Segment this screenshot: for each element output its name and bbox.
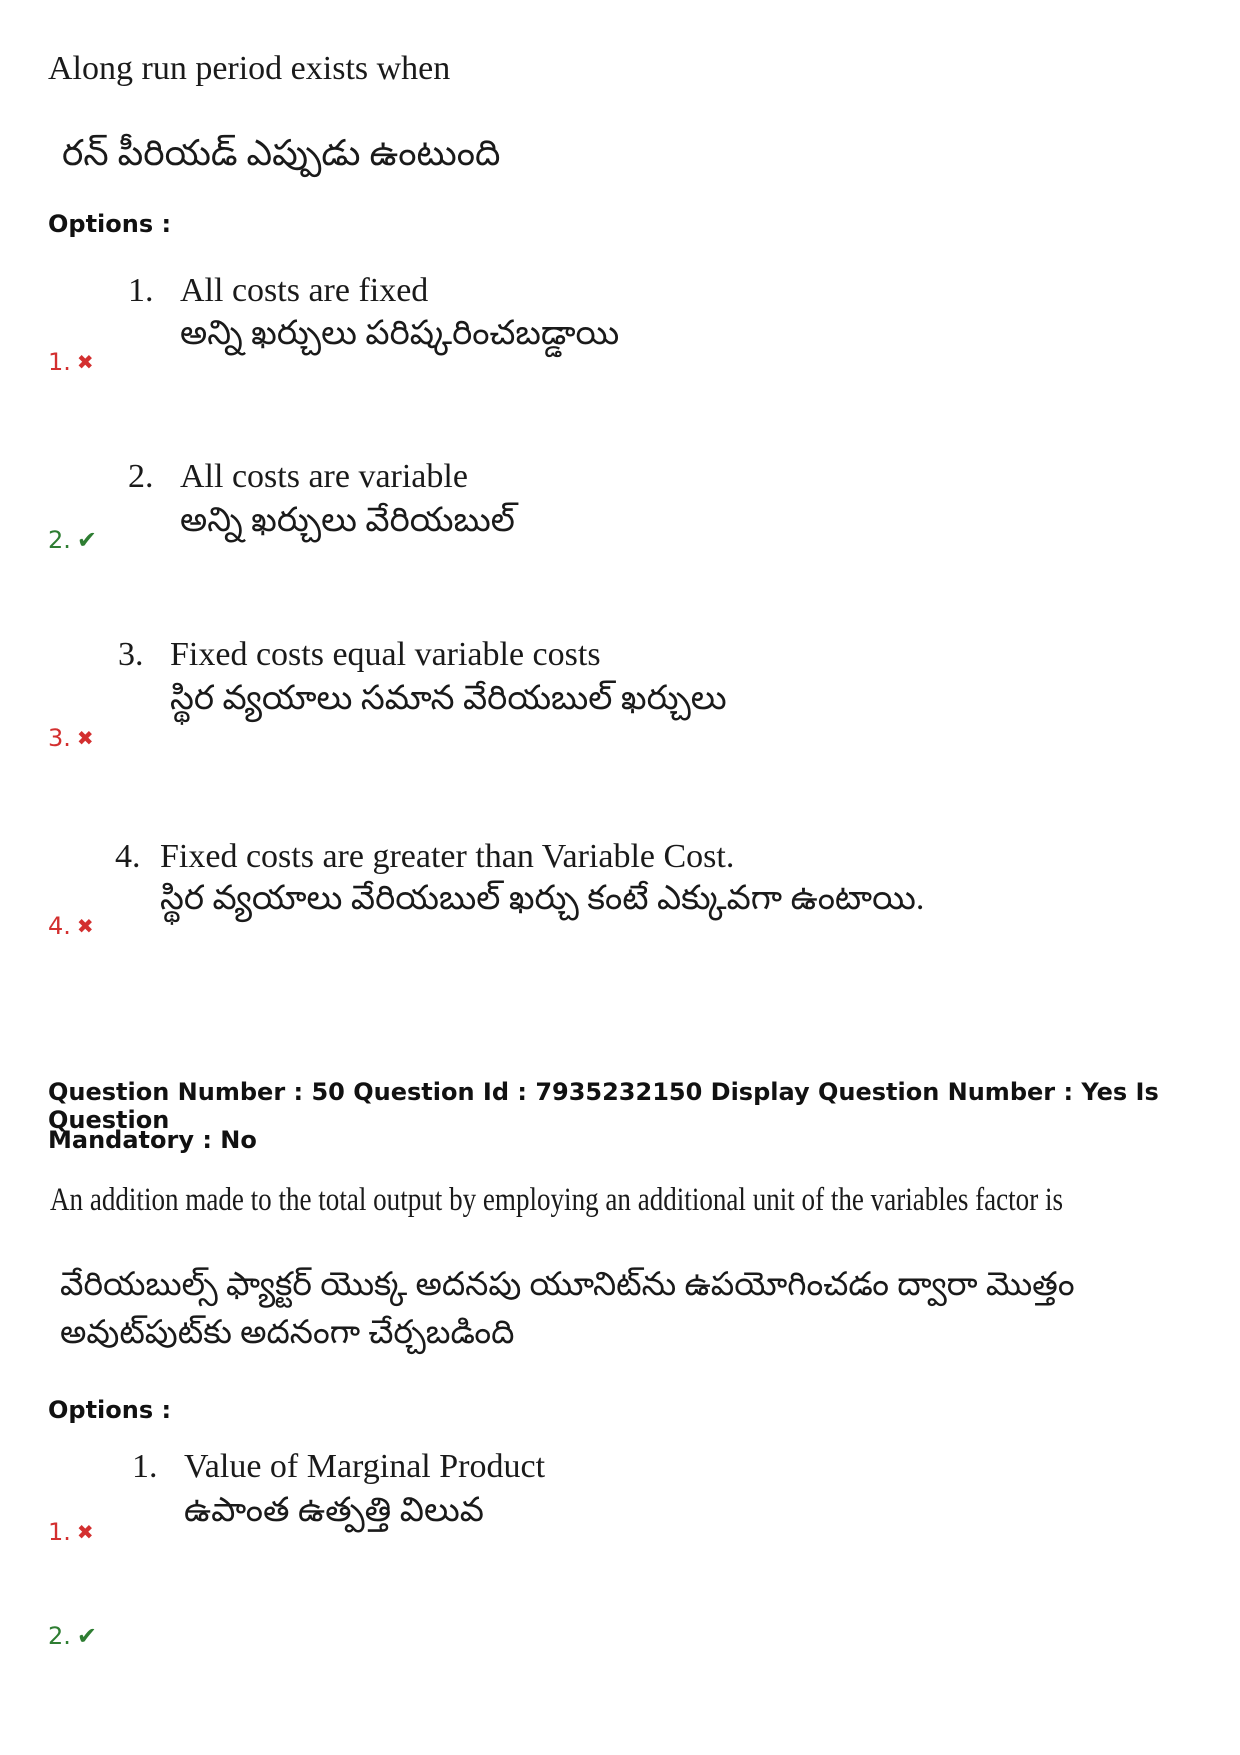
question-stem-telugu-line-2: అవుట్‌పుట్‌కు అదనంగా చేర్చబడింది [60, 1315, 515, 1351]
check-icon: ✔ [76, 526, 98, 554]
question-stem-telugu-line-1: వేరియబుల్స్ ఫ్యాక్టర్ యొక్క అదనపు యూనిట్‌ను ఉపయోగించడం ద్వారా మొత్తం [60, 1267, 1075, 1303]
option-text-english: Value of Marginal Product [184, 1448, 546, 1485]
option-index: 2. [48, 1622, 71, 1650]
option-text-telugu: స్థిర వ్యయాలు వేరియబుల్ ఖర్చు కంటే ఎక్కువగా ఉంటాయి. [160, 880, 925, 917]
option-text-english: Fixed costs equal variable costs [170, 636, 601, 673]
option-status-2 [48, 1622, 97, 1650]
option-index: 2. [48, 526, 71, 554]
cross-icon: ✖ [76, 914, 94, 938]
question-meta-line-1: Question Number : 50 Question Id : 7935232150 Display Question Number : Yes Is Question [48, 1078, 1159, 1134]
option-status-1 [48, 348, 94, 376]
option-number: 3. [118, 636, 144, 673]
option-text-english: All costs are fixed [180, 272, 429, 309]
cross-icon: ✖ [76, 350, 94, 374]
check-icon: ✔ [76, 1622, 98, 1650]
option-number: 2. [128, 458, 154, 495]
option-text-english: Fixed costs are greater than Variable Cost. [160, 838, 735, 875]
cross-icon: ✖ [76, 1520, 94, 1544]
option-index: 3. [48, 724, 71, 752]
option-text-telugu: ఉపాంత ఉత్పత్తి విలువ [184, 1492, 484, 1529]
option-status-2 [48, 526, 97, 554]
option-index: 1. [48, 1518, 71, 1546]
option-text-telugu: అన్ని ఖర్చులు వేరియబుల్ [180, 502, 515, 539]
option-index: 1. [48, 348, 71, 376]
option-number: 1. [132, 1448, 158, 1485]
option-status-1 [48, 1518, 94, 1546]
options-heading: Options : [48, 1396, 172, 1424]
cross-icon: ✖ [76, 726, 94, 750]
question-stem-telugu: రన్ పీరియడ్ ఎప్పుడు ఉంటుంది [62, 133, 501, 173]
question-meta-line-2: Mandatory : No [48, 1126, 257, 1154]
option-number: 1. [128, 272, 154, 309]
option-index: 4. [48, 912, 71, 940]
question-stem-english: Along run period exists when [48, 50, 451, 87]
question-stem-english: An addition made to the total output by employing an additional unit of the variables factor is [50, 1182, 1064, 1218]
option-text-english: All costs are variable [180, 458, 468, 495]
option-text-telugu: స్థిర వ్యయాలు సమాన వేరియబుల్ ఖర్చులు [170, 680, 727, 717]
option-number: 4. [115, 838, 141, 875]
option-status-3 [48, 724, 94, 752]
option-status-4 [48, 912, 94, 940]
option-text-telugu: అన్ని ఖర్చులు పరిష్కరించబడ్డాయి [180, 315, 620, 352]
options-heading: Options : [48, 210, 172, 238]
